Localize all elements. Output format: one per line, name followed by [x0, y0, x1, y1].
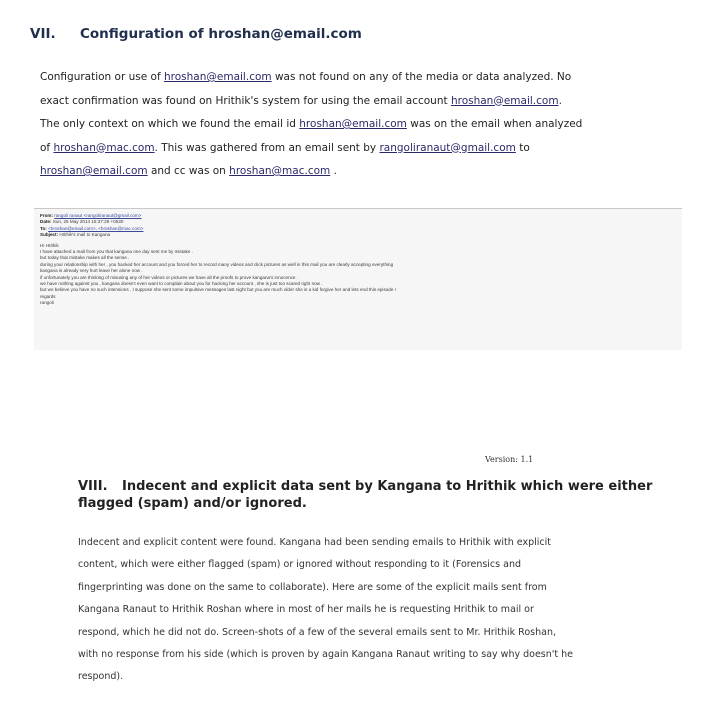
section-vii-number: VII. [30, 26, 56, 42]
email-address-link: rangoliranaut@gmail.com [379, 141, 516, 154]
email-date-value: Sun, 25 May 2014 15:37:29 +0530 [52, 219, 124, 225]
section-viii-title-line [78, 478, 678, 495]
paragraph-line [40, 113, 695, 137]
paragraph-line [40, 90, 695, 114]
section-vii-paragraph [40, 66, 695, 184]
paragraph-line [40, 160, 695, 184]
section-viii-title-line: flagged (spam) and/or ignored. [78, 496, 307, 511]
version-label: Version: 1.1 [485, 455, 534, 464]
email-body-line: rangoli [40, 300, 54, 306]
section-viii-heading [78, 478, 678, 512]
email-body-line: but we believe you have no such intensions , I suppose she sent some impulsive messages last night but you are much older she is a kid forgive her and lets end this episode ! [40, 287, 396, 293]
email-body-line: I have attached a mail from you that kangana one day sent me by mistake . [40, 249, 193, 255]
email-body-line: kangana is already very hurt leave her alone now . [40, 268, 143, 274]
paragraph-text: to [515, 141, 530, 154]
email-body-line: during your relationship with her , you hacked her account and you forced her to record many videos and click pictures as well in this mail you are clearly accepting everything [40, 261, 394, 267]
email-from-value: rangoli ranaut <rangoliranaut@gmail.com> [54, 213, 142, 218]
email-body-line: regards [40, 293, 56, 299]
paragraph-line: with no response from his side (which is proven by again Kangana Ranaut writing to say why doesn't he [78, 649, 573, 661]
section-viii-number: VIII. [78, 479, 108, 494]
email-address-link: hroshan@email.com [299, 118, 407, 130]
paragraph-line: fingerprinting was done on the same to collaborate). Here are some of the explicit mails sent from [78, 581, 547, 593]
email-date-label: Date: [40, 219, 52, 225]
email-subject-value: Hrithik's mail to Kangana [59, 232, 111, 238]
paragraph-text: and cc was on [147, 165, 230, 177]
paragraph-text: The only context on which we found the email id [40, 118, 300, 130]
paragraph-line: Indecent and explicit content were found. Kangana had been sending emails to Hrithik with explicit [78, 537, 551, 548]
paragraph-text: was on the email when analyzed [406, 118, 583, 130]
paragraph-line: respond). [78, 671, 124, 683]
email-body-line: if unfortunately you are thinking of misusing any of her videos or pictures we have all the proofs to prove kangana's innocence . [40, 274, 299, 280]
email-body-line: but today that mistake makes all the sense . [40, 255, 130, 261]
email-body-line: Hi Hrithik [40, 242, 59, 248]
email-subject-label: Subject: [40, 232, 59, 238]
email-address-link: hroshan@email.com [40, 165, 148, 177]
paragraph-text: Configuration or use of [40, 71, 165, 83]
section-vii-title: Configuration of hroshan@email.com [80, 26, 362, 42]
email-address-link: hroshan@mac.com [53, 141, 155, 154]
email-screenshot [34, 208, 682, 350]
email-body-line: we have nothing against you , kangana doesn't even want to complain about you for hacking her account , she is just too scared right now . [40, 281, 323, 287]
paragraph-line: Kangana Ranaut to Hrithik Roshan where in most of her mails he is requesting Hrithik to mail or [78, 604, 534, 616]
email-address-link: hroshan@email.com [450, 94, 559, 107]
paragraph-text: was not found on any of the media or data analyzed. No [271, 71, 572, 83]
paragraph-line: content, which were either flagged (spam) or ignored without responding to it (Forensics and [78, 559, 521, 571]
paragraph-text: of [40, 141, 54, 154]
email-body [40, 243, 676, 307]
email-to-label: To: [40, 225, 47, 231]
email-to-value: <hroshan@email.com>, <hroshan@mac.com> [48, 225, 144, 231]
email-address-link: hroshan@mac.com [229, 165, 331, 177]
paragraph-text: . This was gathered from an email sent by [154, 141, 380, 154]
paragraph-text: . [330, 165, 337, 177]
section-viii-title-text: Indecent and explicit data sent by Kangana to Hrithik which were either [122, 479, 653, 494]
paragraph-text: . [558, 94, 562, 107]
paragraph-text: exact confirmation was found on Hrithik's system for using the email account [40, 94, 451, 107]
paragraph-line: respond, which he did not do. Screen-shots of a few of the several emails sent to Mr. Hrithik Roshan, [78, 626, 556, 638]
section-vii-heading [30, 26, 362, 42]
email-from-label: From: [40, 213, 54, 218]
paragraph-line [40, 137, 695, 161]
section-viii-paragraph [78, 532, 698, 689]
paragraph-line [40, 66, 695, 90]
email-address-link: hroshan@email.com [164, 71, 272, 83]
